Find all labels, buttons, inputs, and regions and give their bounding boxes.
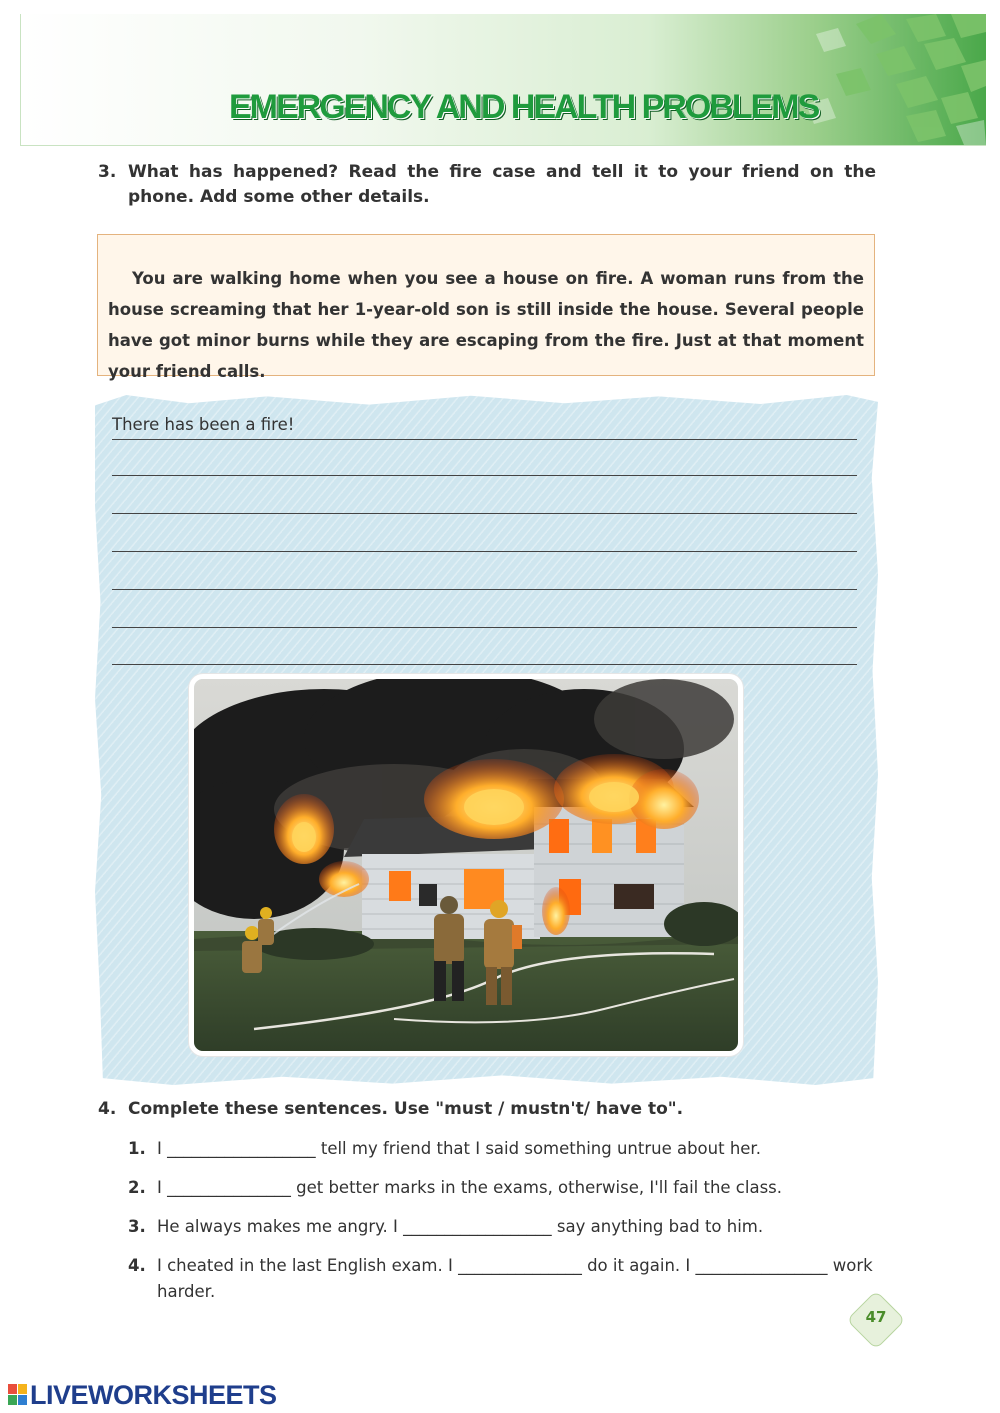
sentence-number: 1.: [128, 1139, 146, 1158]
page-title: EMERGENCY AND HEALTH PROBLEMS: [229, 88, 819, 126]
sentence-4[interactable]: [128, 1253, 878, 1305]
answer-line-1[interactable]: [112, 415, 857, 440]
task-3-heading: [98, 160, 876, 210]
task-3-instruction: What has happened? Read the fire case and tell it to your friend on the phone. Add some other details.: [128, 162, 876, 207]
sentence-1[interactable]: [128, 1136, 888, 1162]
answer-line-5[interactable]: [112, 565, 857, 590]
logo-mark-icon: [8, 1384, 28, 1406]
answer-line-7[interactable]: [112, 640, 857, 665]
sentence-text: I _______________ get better marks in the exams, otherwise, I'll fail the class.: [157, 1178, 783, 1197]
task-4-instruction: Complete these sentences. Use "must / mustn't/ have to".: [128, 1099, 684, 1119]
task-4-number: 4.: [98, 1099, 117, 1119]
sentence-text: I __________________ tell my friend that I said something untrue about her.: [157, 1139, 761, 1158]
header-banner: [20, 14, 986, 146]
answer-starter: There has been a fire!: [112, 415, 295, 434]
sentence-3[interactable]: [128, 1214, 888, 1240]
answer-line-6[interactable]: [112, 603, 857, 628]
sentence-text: I cheated in the last English exam. I _______________ do it again. I ________________ work harder.: [157, 1256, 873, 1301]
task-3-number: 3.: [98, 162, 117, 182]
sentence-number: 4.: [128, 1256, 146, 1275]
sentence-number: 3.: [128, 1217, 146, 1236]
answer-line-4[interactable]: [112, 527, 857, 552]
logo-text: LIVEWORKSHEETS: [30, 1380, 277, 1410]
sentence-2[interactable]: [128, 1175, 888, 1201]
task-4-heading: [98, 1097, 876, 1122]
sentence-text: He always makes me angry. I __________________ say anything bad to him.: [157, 1217, 764, 1236]
answer-line-3[interactable]: [112, 489, 857, 514]
fire-story-box: [97, 234, 875, 381]
page-number: 47: [865, 1308, 887, 1326]
answer-line-2[interactable]: [112, 451, 857, 476]
fire-story-text: You are walking home when you see a house on fire. A woman runs from the house screaming that her 1-year-old son is still inside the house. Several people have got minor burns while they are escaping from the fire. Just at that moment your friend calls.: [108, 269, 864, 381]
burning-house-photo: [189, 674, 743, 1056]
sentence-number: 2.: [128, 1178, 146, 1197]
